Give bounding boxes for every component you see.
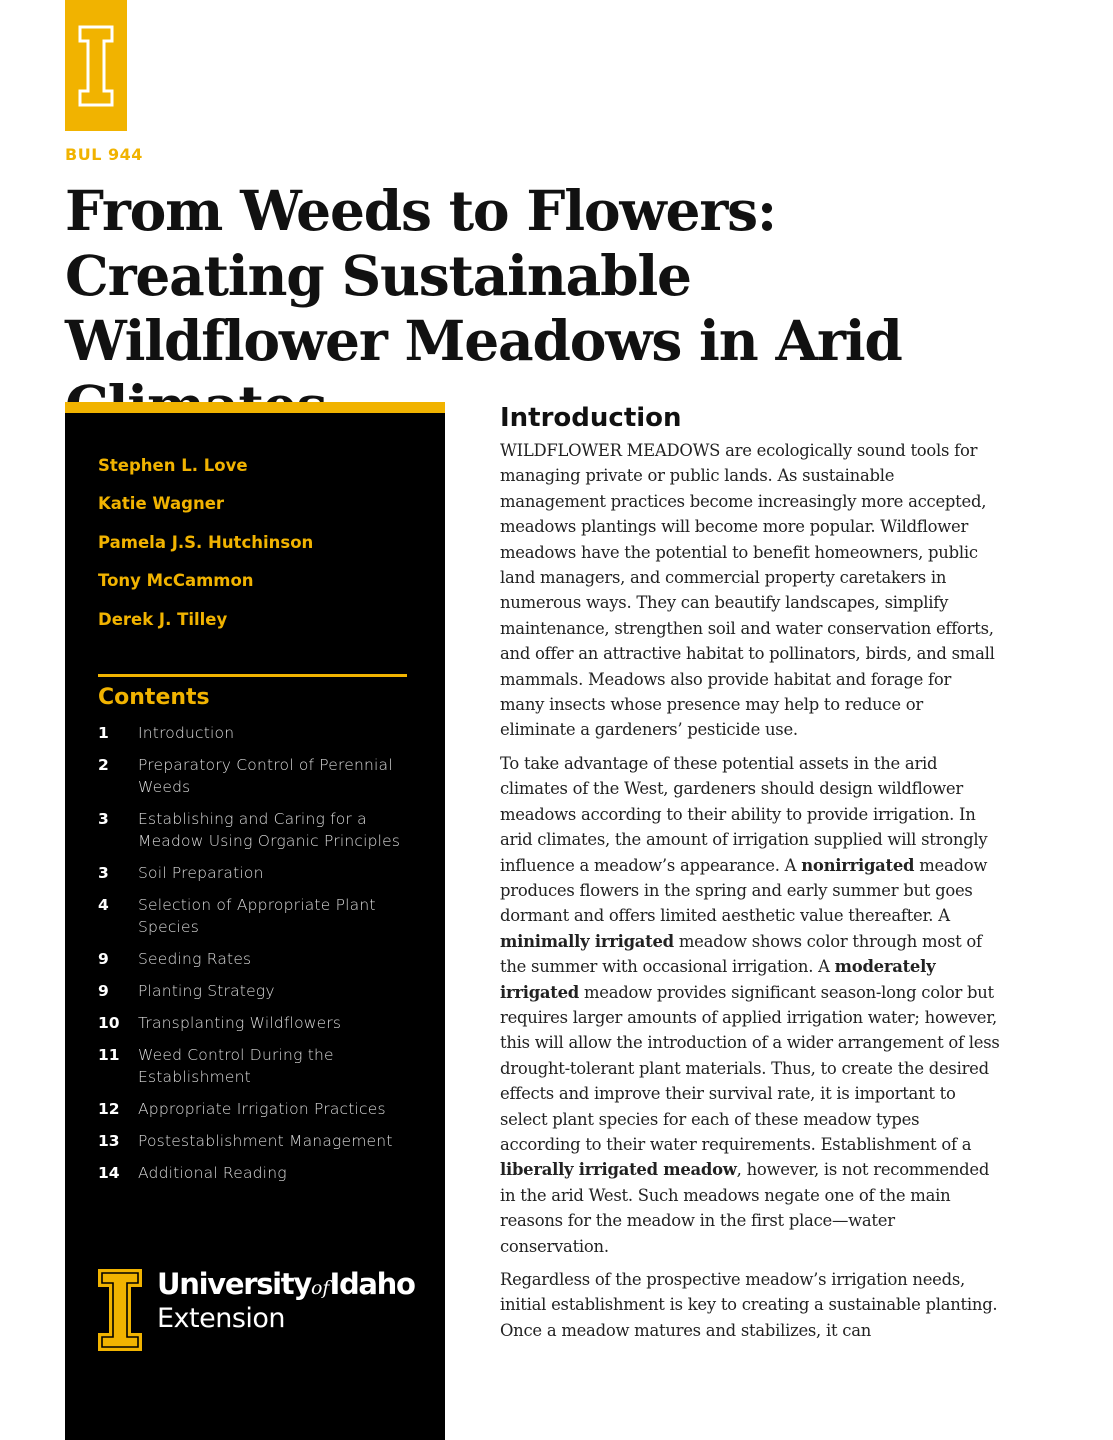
intro-paragraph-1: WILDFLOWER MEADOWS are ecologically sound tools for managing private or public lands. As sustainable management practices become increasingly more accepted, meadows plantings will become more popular. Wildflower meadows have the potential to benefit homeowners, public land managers, and commercial property caretakers in numerous ways. They can beautify landscapes, simplify maintenance, strengthen soil and water conservation efforts, and offer an attractive habitat to pollinators, birds, and small mammals. Meadows also provide habitat and forage for many insects whose presence may help to reduce or eliminate a gardeners’ pesticide use.: [500, 441, 995, 740]
toc-page-number: 9: [98, 982, 109, 1000]
toc-page-number: 1: [98, 724, 109, 742]
university-i-logo-tab: [65, 0, 127, 131]
author-name: Pamela J.S. Hutchinson: [98, 532, 314, 552]
author-name: Tony McCammon: [98, 571, 254, 591]
toc-label: Introduction: [138, 724, 235, 742]
toc-page-number: 3: [98, 810, 109, 828]
toc-label: Selection of Appropriate Plant Species: [138, 896, 376, 936]
block-i-icon: [78, 25, 114, 107]
toc-page-number: 3: [98, 864, 109, 882]
toc-item[interactable]: [98, 1162, 418, 1194]
main-content: [500, 402, 1000, 1351]
bulletin-number: BUL 944: [65, 145, 143, 164]
section-heading: Introduction: [500, 403, 682, 433]
logo-extension: Extension: [157, 1303, 286, 1334]
toc-item[interactable]: [98, 1044, 418, 1098]
intro-paragraph-2: To take advantage of these potential assets in the arid climates of the West, gardeners should design wildflower meadows according to their ability to provide irrigation. In arid climates, the amount of irrigation supplied will strongly influence a meadow’s appearance. A nonirrigated meadow produces flowers in the spring and early summer but goes dormant and offers limited aesthetic value thereafter. A minimally irrigated meadow shows color through most of the summer with occasional irrigation. A moderately irrigated meadow provides significant season-long color but requires larger amounts of applied irrigation water; however, this will allow the introduction of a wider arrangement of less drought-tolerant plant materials. Thus, to create the desired effects and improve their survival rate, it is important to select plant species for each of these meadow types according to their water requirements. Establishment of a liberally irrigated meadow, however, is not recommended in the arid West. Such meadows negate one of the main reasons for the meadow in the first place—water conservation.: [500, 753, 1000, 1256]
author-name: Derek J. Tilley: [98, 609, 228, 629]
university-extension-logo: [97, 1268, 415, 1352]
toc-page-number: 10: [98, 1014, 120, 1032]
toc-label: Postestablishment Management: [138, 1132, 393, 1150]
toc-item[interactable]: [98, 1098, 418, 1130]
toc-label: Transplanting Wildflowers: [138, 1014, 342, 1032]
toc-page-number: 4: [98, 896, 109, 914]
toc-page-number: 2: [98, 756, 109, 774]
toc-item[interactable]: [98, 980, 418, 1012]
block-i-logo-icon: [97, 1268, 143, 1352]
toc-label: Weed Control During the Establishment: [138, 1046, 334, 1086]
toc-item[interactable]: [98, 754, 418, 808]
logo-wordmark: [157, 1268, 415, 1334]
toc-label: Establishing and Caring for a Meadow Using Organic Principles: [138, 810, 401, 850]
logo-university-name: UniversityofIdaho: [157, 1267, 415, 1301]
toc-item[interactable]: [98, 1130, 418, 1162]
intro-paragraph-3: Regardless of the prospective meadow’s irrigation needs, initial establishment is key to creating a sustainable planting. Once a meadow matures and stabilizes, it can: [500, 1270, 998, 1340]
toc-label: Soil Preparation: [138, 864, 264, 882]
toc-label: Appropriate Irrigation Practices: [138, 1100, 386, 1118]
toc-item[interactable]: [98, 894, 418, 948]
toc-page-number: 9: [98, 950, 109, 968]
author-name: Katie Wagner: [98, 494, 225, 514]
toc-item[interactable]: [98, 862, 418, 894]
toc-item[interactable]: [98, 722, 418, 754]
toc-label: Planting Strategy: [138, 982, 275, 1000]
toc-item[interactable]: [98, 948, 418, 980]
author-name: Stephen L. Love: [98, 456, 248, 475]
contents-divider: [98, 674, 407, 677]
toc-label: Seeding Rates: [138, 950, 252, 968]
toc-item[interactable]: [98, 1012, 418, 1044]
toc-page-number: 14: [98, 1164, 120, 1182]
contents-heading: Contents: [98, 685, 210, 710]
toc-page-number: 13: [98, 1132, 120, 1150]
toc-page-number: 11: [98, 1046, 120, 1064]
toc-label: Additional Reading: [138, 1164, 287, 1182]
page-title: From Weeds to Flowers: Creating Sustainable Wildflower Meadows in Arid: [65, 178, 902, 373]
sidebar: [65, 402, 445, 1440]
toc-page-number: 12: [98, 1100, 120, 1118]
toc-item[interactable]: [98, 808, 418, 862]
author-list: [98, 455, 313, 647]
table-of-contents: [98, 722, 418, 1194]
toc-label: Preparatory Control of Perennial Weeds: [138, 756, 393, 796]
